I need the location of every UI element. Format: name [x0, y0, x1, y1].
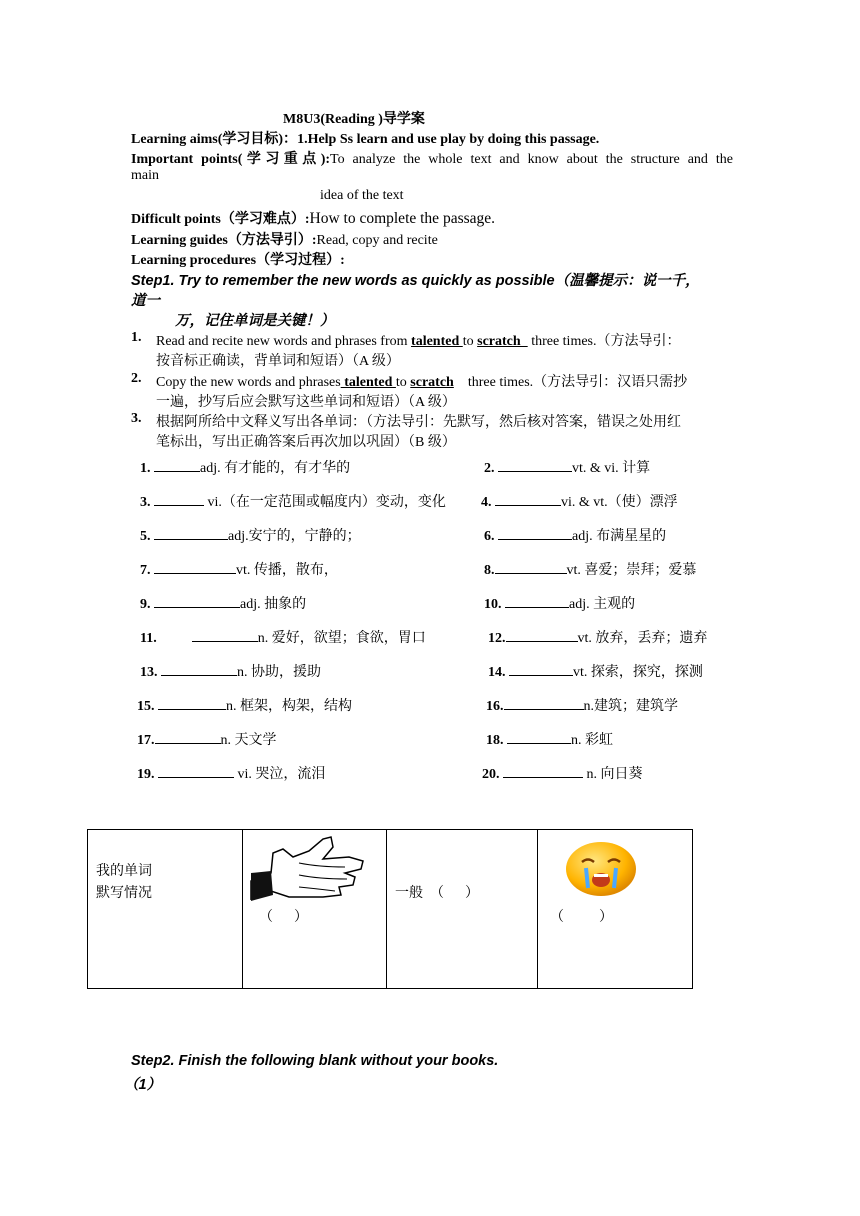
table-average-cell[interactable]: 一般 （ ） [387, 830, 538, 989]
crying-face-icon [564, 840, 638, 900]
answer-blank[interactable] [154, 595, 240, 608]
vocab-item-5: 5. adj.安宁的，宁静的； [140, 529, 361, 544]
instruction-3-cont: 笔标出，写出正确答案后再次加以巩固）（B 级） [156, 435, 456, 450]
vocab-item-20: 20. n. 向日葵 [482, 767, 643, 782]
vocab-item-2: 2. vt. & vi. 计算 [484, 461, 651, 476]
vocab-item-19: 19. vi. 哭泣，流泪 [137, 767, 326, 782]
instruction-1: Read and recite new words and phrases from talented to scratch three times.（方法导引： [156, 334, 681, 349]
important-points-cont: main [131, 168, 159, 183]
vocab-item-12: 12. vt. 放弃，丢弃；遗弃 [488, 631, 708, 646]
vocab-item-17: 17. n. 天文学 [137, 733, 277, 748]
vocab-item-8: 8. vt. 喜爱；崇拜；爱慕 [484, 563, 697, 578]
answer-blank[interactable] [154, 561, 236, 574]
difficult-points: Difficult points（学习难点）:How to complete the passage. [131, 210, 496, 227]
answer-blank[interactable] [498, 459, 572, 472]
answer-blank[interactable] [503, 765, 583, 778]
vocab-item-1: 1. adj. 有才能的，有才华的 [140, 461, 351, 476]
instruction-2: Copy the new words and phrases talented to scratch three times.（方法导引：汉语只需抄 [156, 375, 688, 390]
vocab-item-11: 11. n. 爱好，欲望；食欲，胃口 [140, 631, 426, 646]
step1-heading-cont2: 万，记住单词是关键！） [175, 313, 335, 329]
vocab-item-16: 16. n.建筑；建筑学 [486, 699, 678, 714]
answer-blank[interactable] [155, 731, 221, 744]
table-bad-cell[interactable]: （ ） [538, 830, 693, 989]
answer-blank[interactable] [505, 595, 569, 608]
step2-heading: Step2. Finish the following blank without your books. [131, 1053, 499, 1069]
table-good-cell[interactable]: （ ） [243, 830, 387, 989]
instruction-1-num: 1. [131, 330, 142, 345]
vocab-item-4: 4. vi. & vt.（使）漂浮 [481, 495, 678, 510]
instruction-2-num: 2. [131, 371, 142, 386]
step1-heading-cont: 道一 [131, 293, 160, 309]
answer-blank[interactable] [192, 629, 258, 642]
vocab-item-13: 13. n. 协助，援助 [140, 665, 321, 680]
answer-blank[interactable] [154, 493, 204, 506]
self-assessment-table [87, 829, 693, 989]
answer-blank[interactable] [504, 697, 584, 710]
answer-blank[interactable] [506, 629, 578, 642]
vocab-item-10: 10. adj. 主观的 [484, 597, 636, 612]
vocab-item-14: 14. vt. 探索，探究，探测 [488, 665, 703, 680]
answer-blank[interactable] [161, 663, 237, 676]
answer-blank[interactable] [154, 459, 200, 472]
answer-blank[interactable] [509, 663, 573, 676]
answer-blank[interactable] [158, 765, 234, 778]
instruction-2-cont: 一遍，抄写后应会默写这些单词和短语）（A 级） [156, 395, 456, 410]
table-label-cell: 我的单词 默写情况 [88, 830, 243, 989]
instruction-1-cont: 按音标正确读，背单词和短语）（A 级） [156, 354, 400, 369]
answer-blank[interactable] [495, 493, 561, 506]
step1-heading: Step1. Try to remember the new words as quickly as possible（温馨提示：说一千， [131, 273, 700, 289]
instruction-3: 根据阿所给中文释义写出各单词：（方法导引：先默写，然后核对答案，错误之处用红 [156, 415, 681, 430]
answer-blank[interactable] [158, 697, 226, 710]
answer-blank[interactable] [154, 527, 228, 540]
answer-blank[interactable] [495, 561, 567, 574]
vocab-item-7: 7. vt. 传播，散布， [140, 563, 338, 578]
important-points: Important points(学习重点):To analyze the whole text and know about the structure and the [131, 152, 733, 167]
thumbs-up-hand-icon [249, 833, 369, 903]
vocab-item-15: 15. n. 框架，构架，结构 [137, 699, 352, 714]
page-title: M8U3(Reading )导学案 [283, 112, 425, 127]
vocab-item-6: 6. adj. 布满星星的 [484, 529, 667, 544]
vocab-item-9: 9. adj. 抽象的 [140, 597, 307, 612]
step2-sub: （1） [124, 1077, 162, 1093]
answer-blank[interactable] [507, 731, 571, 744]
vocab-item-18: 18. n. 彩虹 [486, 733, 613, 748]
answer-blank[interactable] [498, 527, 572, 540]
learning-procedures: Learning procedures（学习过程）: [131, 253, 345, 268]
important-points-cont2: idea of the text [320, 188, 404, 203]
learning-aims: Learning aims(学习目标)：1.Help Ss learn and use play by doing this passage. [131, 132, 600, 147]
instruction-3-num: 3. [131, 411, 142, 426]
vocab-item-3: 3. vi.（在一定范围或幅度内）变动，变化 [140, 495, 446, 510]
learning-guides: Learning guides（方法导引）:Read, copy and recite [131, 233, 438, 248]
